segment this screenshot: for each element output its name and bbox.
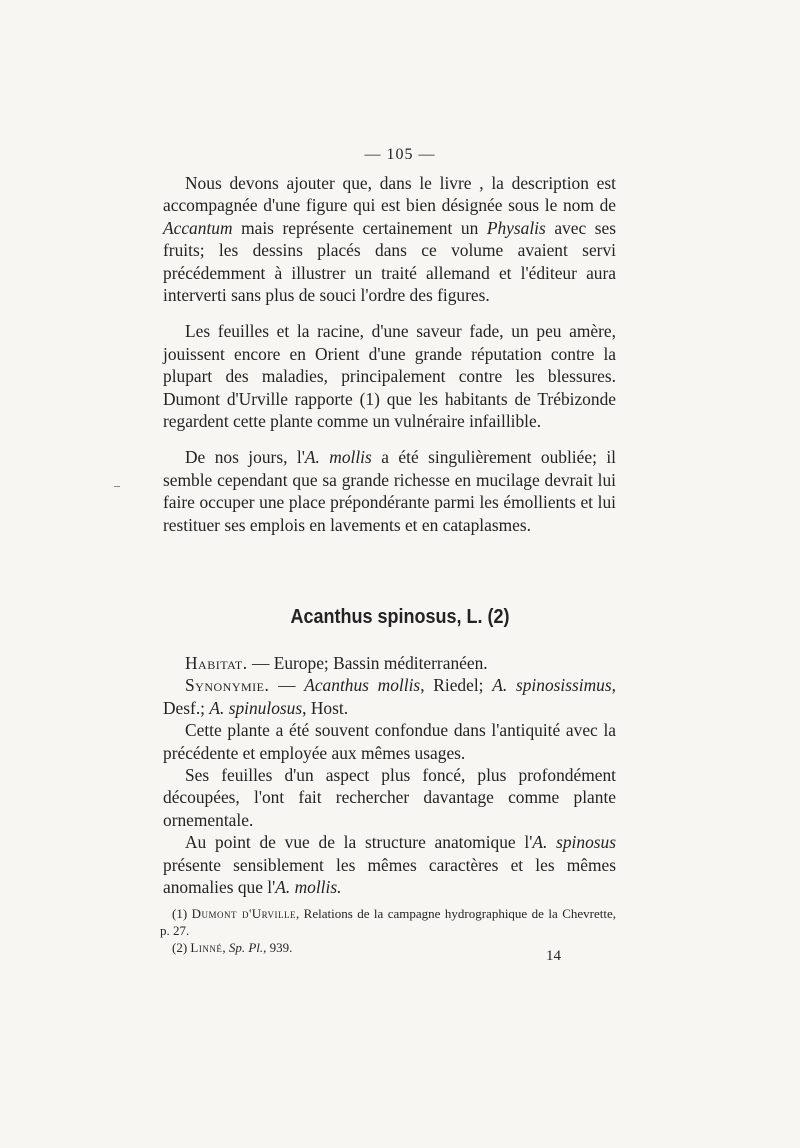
paragraph-1: Nous devons ajouter que, dans le livre , la description est accompagnée d'une figure qui est bien désignée sous le nom de Accantum mais représente certainement un Physalis avec ses fruits; les dessins placés dans ce volume avaient servi précédemment à illustrer un traité allemand et l'éditeur aura interverti sans plus de souci l'ordre des figures. [163, 173, 616, 306]
section-heading: Acanthus spinosus, L. (2) [290, 606, 510, 628]
footnote-1: (1) Dumont d'Urville, Relations de la campagne hydrographique de la Chevrette, p. 27. [160, 906, 616, 938]
synonymie-line: Synonymie. — Acanthus mollis, Riedel; A. spinosissimus, Desf.; A. spinulosus, Host. [163, 675, 616, 718]
footnote-2: (2) Linné, Sp. Pl., 939. [172, 940, 293, 955]
paragraph-6: Au point de vue de la structure anatomique l'A. spinosus présente sensiblement les mêmes caractères et les mêmes anomalies que l'A. mollis. [163, 832, 617, 898]
paragraph-3: De nos jours, l'A. mollis a été singulièrement oubliée; il semble cependant que sa grande richesse en mucilage devrait lui faire occuper une place prépondérante parmi les émollients et lui restituer ses emplois en lavements et en cataplasmes. [163, 447, 617, 535]
paragraph-4: Cette plante a été souvent confondue dans l'antiquité avec la précédente et employée aux mêmes usages. [163, 720, 616, 763]
habitat-line: Habitat. — Europe; Bassin méditerranéen. [185, 653, 488, 673]
paragraph-5: Ses feuilles d'un aspect plus foncé, plus profondément découpées, l'ont fait rechercher davantage comme plante ornementale. [163, 765, 616, 830]
signature-mark: 14 [546, 948, 561, 964]
page-number: — 105 — [364, 146, 436, 163]
margin-mark [114, 486, 120, 487]
text-block-upper [163, 172, 616, 536]
paragraph-2: Les feuilles et la racine, d'une saveur fade, un peu amère, jouissent encore en Orient d'une grande réputation contre la plupart des maladies, principalement contre les blessures. Dumont d'Urville rapporte (1) que les habitants de Trébizonde regardent cette plante comme un vulnéraire infaillible. [163, 321, 616, 432]
text-block-lower [163, 652, 616, 898]
